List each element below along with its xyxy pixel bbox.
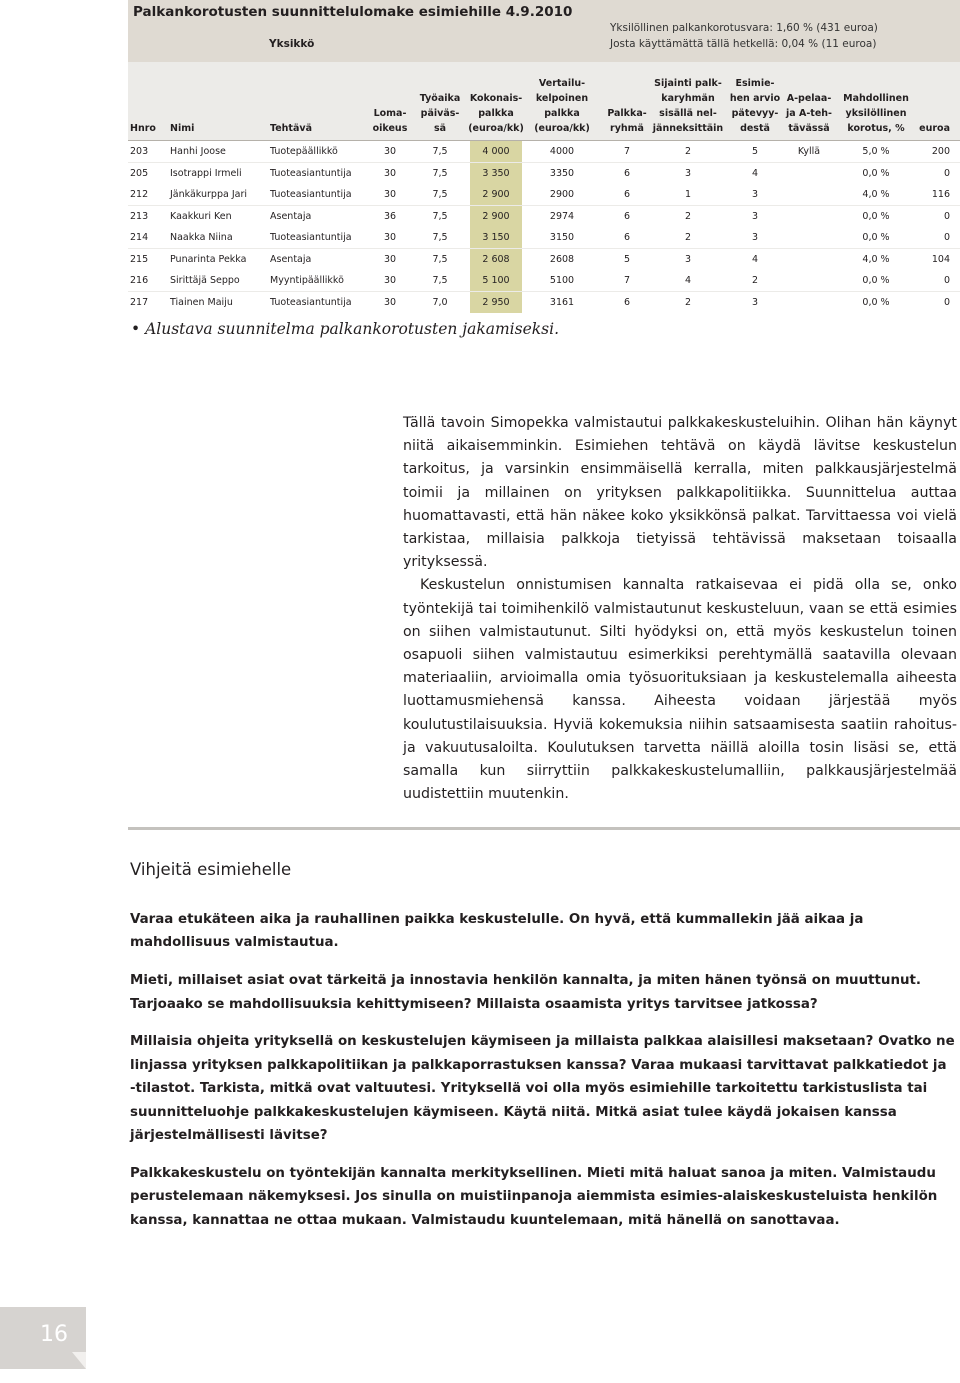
table-cell: 7,5 — [432, 210, 448, 222]
tips-title: Vihjeitä esimiehelle — [130, 860, 292, 879]
table-cell: 0 — [943, 296, 950, 308]
table-cell: 5,0 % — [862, 146, 890, 157]
caption-text: Alustava suunnitelma palkankorotusten jakamiseksi. — [145, 320, 559, 338]
paragraph-1: Tällä tavoin Simopekka valmistautui palkkakeskusteluihin. Olihan hän käynyt niitä aikaisemminkin. Esimiehen tehtävä on käydä lävitse keskustelun tarkoitus, ja varsinkin ensimmäisellä kerralla, miten palkkausjärjestelmä toimii ja millainen on yrityksen palkkapolitiikka. Suunnittelua auttaa huomattavasti, että hän näkee koko yksikkönsä palkat. Tarvittaessa voi vielä tarkistaa, millaisia palkkoja tietyissä tehtävissä maksetaan toisaalla yrityksessä. — [403, 415, 957, 571]
table-cell: 7,5 — [432, 275, 448, 286]
table-cell: 1 — [684, 189, 692, 200]
table-cell: 205 — [130, 167, 149, 179]
table-cell: 4 — [751, 253, 759, 265]
table-cell: Jänkäkurppa Jari — [170, 189, 248, 200]
column-header: Hnro — [130, 123, 156, 134]
table-cell: 4 000 — [470, 141, 522, 162]
table-cell: 3 — [751, 232, 759, 243]
table-cell: 4 — [751, 167, 759, 179]
table-cell: 3 — [684, 167, 692, 179]
column-header: Kokonais- palkka (euroa/kk) — [468, 93, 524, 134]
column-header: A-pelaa- ja A-teh- tävässä — [786, 93, 832, 134]
tip-item: Varaa etukäteen aika ja rauhallinen paikka keskustelulle. On hyvä, että kummallekin jää aikaa ja mahdollisuus valmistautua. — [130, 912, 864, 951]
tip-item: Millaisia ohjeita yrityksellä on keskustelujen käymiseen ja millaista palkkaa alaisillesi maksetaan? Ovatko ne linjassa yrityksen palkkapolitiikan ja palkkaporrastuksen kanssa? Varaa mukaasi tarvittavat palkkatiedot ja -tilastot. Tarkista, mitkä ovat valtuutesi. Yrityksellä voi olla myös esimiehille tarkoitettu tarkistuslista tai suunnitteluohje palkkakeskustelujen käymiseen. Käytä niitä. Mitkä asiat tulee käydä jokaisen kanssa järjestelmällisesti lävitse? — [130, 1034, 955, 1144]
table-cell: 3350 — [549, 167, 575, 179]
column-header: euroa — [919, 123, 950, 134]
table-cell: 0,0 % — [862, 296, 890, 308]
table-cell: 5100 — [549, 275, 575, 286]
table-cell: 2 — [684, 296, 692, 308]
table-cell: Hanhi Joose — [170, 146, 226, 157]
paragraph-2: Keskustelun onnistumisen kannalta ratkaisevaa ei pidä olla se, onko työntekijä tai toimihenkilö valmistautunut keskusteluun, vaan se että esimies on siihen valmistautunut. Silti hyödyksi on, että myös keskustelun toinen osapuoli siihen valmistautuu esimerkiksi perehtymällä saatavilla olevaan materiaaliin, arvioimalla omia työsuorituksiaan ja keskustelemalla aiheesta luottamusmiehensä kanssa. Aiheesta voidaan järjestää myös koulutustilaisuuksia. Hyviä kokemuksia niihin satsaamisesta saatiin rahoitus- ja vakuutusaloilta. Koulutuksen tarvetta näillä aloilla tosin lisäsi se, että samalla kun siirryttiin palkkakeskustelumalliin, palkkausjärjestelmää uudistettiin muutenkin. — [403, 577, 957, 803]
table-cell: 6 — [623, 232, 631, 243]
table-cell: 6 — [623, 189, 631, 200]
tip-item: Mieti, millaiset asiat ovat tärkeitä ja innostavia henkilön kannalta, ja miten hänen työnsä on muuttunut. Tarjoaako se mahdollisuuksia kehittymiseen? Millaista osaamista yritys tarvitsee jatkossa? — [130, 973, 922, 1012]
column-header: Vertailu- kelpoinen palkka (euroa/kk) — [534, 78, 590, 134]
column-header: Nimi — [170, 123, 195, 134]
table-cell: 2 900 — [470, 184, 522, 205]
budget-line-unused: Josta käyttämättä tällä hetkellä: 0,04 % (11 euroa) — [610, 38, 877, 50]
table-cell: Kaakkuri Ken — [170, 210, 232, 222]
table-cell: 30 — [383, 275, 397, 286]
table-cell: 3 — [751, 296, 759, 308]
table-cell: 214 — [130, 232, 149, 243]
table-cell: Tuoteasiantuntija — [270, 296, 352, 308]
body-text — [403, 412, 957, 806]
tips-list — [130, 908, 956, 1246]
table-cell: 212 — [130, 189, 149, 200]
table-cell: 3150 — [549, 232, 575, 243]
table-cell: 104 — [931, 253, 950, 265]
table-cell: Asentaja — [270, 210, 312, 222]
table-cell: 0,0 % — [862, 167, 890, 179]
table-cell: 6 — [623, 210, 631, 222]
column-header: Sijainti palk- karyhmän sisällä nel- jänneksittäin — [652, 78, 724, 134]
table-cell: Kyllä — [797, 146, 821, 157]
table-cell: 7,5 — [432, 232, 448, 243]
table-cell: 0,0 % — [862, 210, 890, 222]
table-cell: 6 — [623, 167, 631, 179]
table-cell: 7,0 — [432, 296, 448, 308]
page-number: 16 — [40, 1322, 68, 1347]
table-cell: Asentaja — [270, 253, 312, 265]
table-cell: 0 — [943, 167, 950, 179]
table-cell: 2900 — [549, 189, 575, 200]
budget-info — [610, 20, 878, 52]
table-cell: 3 350 — [470, 163, 522, 184]
table-cell: 36 — [383, 210, 397, 222]
table-cell: 7 — [623, 275, 631, 286]
section-divider — [128, 827, 960, 830]
table-cell: Tuotepäällikkö — [270, 146, 338, 157]
table-cell: 3 — [684, 253, 692, 265]
table-cell: 3 150 — [470, 227, 522, 248]
table-cell: 5 100 — [470, 270, 522, 291]
table-cell: 30 — [383, 146, 397, 157]
table-cell: Sirittäjä Seppo — [170, 275, 240, 286]
table-cell: 30 — [383, 167, 397, 179]
table-cell: 116 — [931, 189, 950, 200]
page-corner-fold — [72, 1352, 86, 1369]
table-cell: 2 — [684, 232, 692, 243]
table-cell: 7,5 — [432, 189, 448, 200]
table-cell: 7,5 — [432, 167, 448, 179]
table-cell: 0 — [943, 275, 950, 286]
tip-item: Palkkakeskustelu on työntekijän kannalta merkityksellinen. Mieti mitä haluat sanoa ja miten. Valmistaudu perustelemaan näkemyksesi. Jos sinulla on muistiinpanoja aiemmista esimies-alaiskeskusteluista henkilön kanssa, kannattaa ne ottaa mukaan. Valmistaudu kuuntelemaan, mitä hänellä on sanottavaa. — [130, 1165, 938, 1228]
table-cell: 2 608 — [470, 249, 522, 270]
table-cell: Naakka Niina — [170, 232, 233, 243]
table-cell: Punarinta Pekka — [170, 253, 247, 265]
table-cell: 2 900 — [470, 206, 522, 227]
table-cell: 215 — [130, 253, 149, 265]
table-cell: Isotrappi Irmeli — [170, 167, 242, 179]
table-cell: 3 — [751, 210, 759, 222]
table-cell: 203 — [130, 146, 149, 157]
table-cell: 2 — [751, 275, 759, 286]
table-cell: 4,0 % — [862, 189, 890, 200]
table-cell: 2974 — [549, 210, 575, 222]
table-cell: 7 — [623, 146, 631, 157]
table-cell: Tuoteasiantuntija — [270, 189, 352, 200]
table-cell: 217 — [130, 296, 149, 308]
table-cell: 7,5 — [432, 253, 448, 265]
table-cell: 200 — [931, 146, 950, 157]
table-cell: 30 — [383, 189, 397, 200]
table-cell: 5 — [623, 253, 631, 265]
table-cell: 0 — [943, 210, 950, 222]
table-cell: Myyntipäällikkö — [270, 275, 344, 286]
table-cell: 4,0 % — [862, 253, 890, 265]
table-cell: 5 — [751, 146, 759, 157]
table-cell: 30 — [383, 232, 397, 243]
table-cell: 30 — [383, 253, 397, 265]
table-cell: 0,0 % — [862, 275, 890, 286]
table-cell: 3161 — [549, 296, 575, 308]
table-cell: 30 — [383, 296, 397, 308]
unit-label: Yksikkö — [269, 38, 315, 50]
table-cell: 216 — [130, 275, 149, 286]
column-header: Esimie- hen arvio pätevyy- destä — [729, 78, 781, 134]
budget-line-total: Yksilöllinen palkankorotusvara: 1,60 % (431 euroa) — [610, 22, 878, 34]
table-cell: Tiainen Maiju — [170, 296, 233, 308]
form-title: Palkankorotusten suunnittelulomake esimiehille 4.9.2010 — [133, 4, 573, 20]
table-cell: 6 — [623, 296, 631, 308]
column-header: Loma- oikeus — [372, 108, 408, 134]
table-cell: 4 — [684, 275, 692, 286]
table-cell: Tuoteasiantuntija — [270, 167, 352, 179]
table-cell: 2 950 — [470, 292, 522, 313]
table-cell: 2 — [684, 146, 692, 157]
table-cell: 7,5 — [432, 146, 448, 157]
table-cell: Tuoteasiantuntija — [270, 232, 352, 243]
figure-caption: • Alustava suunnitelma palkankorotusten jakamiseksi. — [131, 320, 559, 338]
table-cell: 0,0 % — [862, 232, 890, 243]
column-header: Työaika päiväs- sä — [419, 93, 461, 134]
table-cell: 4000 — [549, 146, 575, 157]
column-header: Mahdollinen yksilöllinen korotus, % — [843, 93, 909, 134]
column-header: Palkka- ryhmä — [607, 108, 647, 134]
table-cell: 0 — [943, 232, 950, 243]
table-cell: 3 — [751, 189, 759, 200]
table-cell: 213 — [130, 210, 149, 222]
table-cell: 2 — [684, 210, 692, 222]
column-header: Tehtävä — [270, 123, 312, 134]
table-cell: 2608 — [549, 253, 575, 265]
